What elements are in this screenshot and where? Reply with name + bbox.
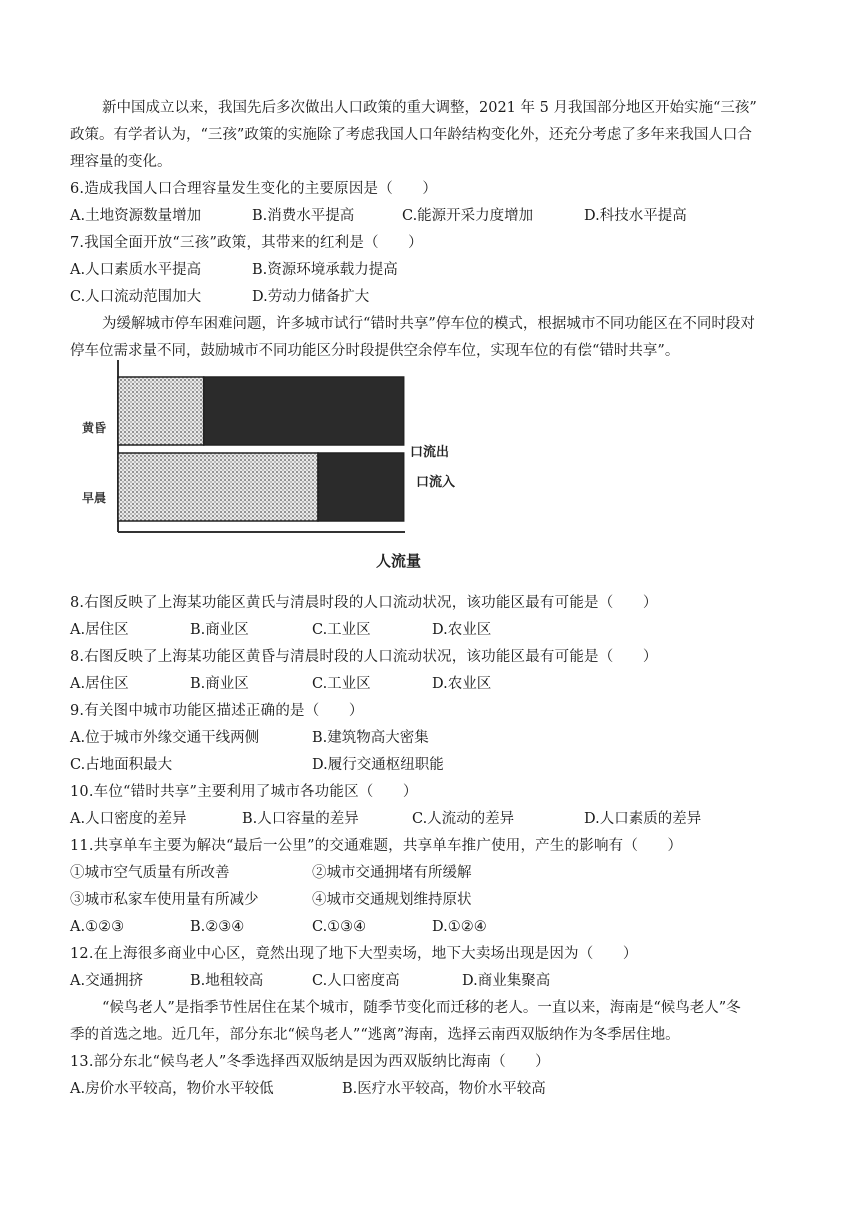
option-d[interactable]: D.劳动力储备扩大 [252, 289, 370, 305]
option-b[interactable]: B.②③④ [190, 919, 245, 935]
option-c[interactable]: C.能源开采力度增加 [402, 208, 534, 224]
legend-outflow: 口流出 [410, 445, 450, 460]
question-7: 7.我国全面开放“三孩”政策，其带来的红利是（ ） [70, 235, 423, 251]
passage-1-line-1: 新中国成立以来，我国先后多次做出人口政策的重大调整，2021 年 5 月我国部分地区开始实施“三孩” [102, 100, 757, 116]
option-a[interactable]: A.居住区 [70, 676, 129, 692]
bar-morning-inflow [318, 453, 404, 521]
passage-3-line-1: “候鸟老人”是指季节性居住在某个城市，随季节变化而迁移的老人。一直以来，海南是“候鸟老人”冬 [102, 1000, 741, 1016]
option-c[interactable]: C.工业区 [312, 676, 371, 692]
option-d[interactable]: D.履行交通枢纽职能 [312, 757, 444, 773]
option-b[interactable]: B.建筑物高大密集 [312, 730, 429, 746]
option-b[interactable]: B.医疗水平较高，物价水平较高 [342, 1081, 546, 1097]
statement-3: ③城市私家车使用量有所减少 [70, 892, 259, 908]
statement-4: ④城市交通规划维持原状 [312, 892, 472, 908]
passage-2-line-1: 为缓解城市停车困难问题，许多城市试行“错时共享”停车位的模式，根据城市不同功能区在不同时段对 [102, 316, 755, 332]
option-a[interactable]: A.人口密度的差异 [70, 811, 187, 827]
question-9: 9.有关图中城市功能区描述正确的是（ ） [70, 703, 364, 719]
option-a[interactable]: A.人口素质水平提高 [70, 262, 202, 278]
option-a[interactable]: A.居住区 [70, 622, 129, 638]
option-a[interactable]: A.①②③ [70, 919, 125, 935]
option-d[interactable]: D.商业集聚高 [462, 973, 551, 989]
bar-morning-outflow [118, 453, 318, 521]
option-a[interactable]: A.交通拥挤 [70, 973, 144, 989]
question-8-a: 8.右图反映了上海某功能区黄氏与清晨时段的人口流动状况，该功能区最有可能是（ ） [70, 595, 658, 611]
option-d[interactable]: D.农业区 [432, 622, 492, 638]
question-13: 13.部分东北“候鸟老人”冬季选择西双版纳是因为西双版纳比海南（ ） [70, 1054, 550, 1070]
option-a[interactable]: A.位于城市外缘交通干线两侧 [70, 730, 260, 746]
option-c[interactable]: C.人口流动范围加大 [70, 289, 202, 305]
option-d[interactable]: D.农业区 [432, 676, 492, 692]
category-label-morning: 早晨 [82, 491, 107, 505]
option-b[interactable]: B.地租较高 [190, 973, 264, 989]
option-b[interactable]: B.商业区 [190, 622, 249, 638]
passage-1-line-2: 政策。有学者认为，“三孩”政策的实施除了考虑我国人口年龄结构变化外，还充分考虑了多年来我国人口合 [70, 127, 752, 143]
bar-dusk-outflow [118, 377, 204, 445]
bar-dusk-inflow [204, 377, 404, 445]
option-d[interactable]: D.人口素质的差异 [584, 811, 702, 827]
option-c[interactable]: C.①③④ [312, 919, 367, 935]
option-a[interactable]: A.土地资源数量增加 [70, 208, 202, 224]
option-c[interactable]: C.人口密度高 [312, 973, 400, 989]
passage-3-line-2: 季的首选之地。近几年，部分东北“候鸟老人”“逃离”海南，选择云南西双版纳作为冬季居住地。 [70, 1027, 680, 1043]
chart-svg [80, 355, 500, 580]
legend-inflow: 口流入 [416, 475, 456, 490]
population-flow-chart [80, 355, 500, 580]
question-12: 12.在上海很多商业中心区，竟然出现了地下大型卖场，地下大卖场出现是因为（ ） [70, 946, 638, 962]
option-b[interactable]: B.资源环境承载力提高 [252, 262, 398, 278]
option-d[interactable]: D.科技水平提高 [584, 208, 687, 224]
category-label-dusk: 黄昏 [82, 421, 107, 435]
statement-2: ②城市交通拥堵有所缓解 [312, 865, 472, 881]
option-a[interactable]: A.房价水平较高，物价水平较低 [70, 1081, 274, 1097]
option-c[interactable]: C.工业区 [312, 622, 371, 638]
passage-2-line-2: 停车位需求量不同，鼓励城市不同功能区分时段提供空余停车位，实现车位的有偿“错时共享”。 [70, 343, 680, 359]
option-c[interactable]: C.占地面积最大 [70, 757, 173, 773]
x-axis-label: 人流量 [376, 552, 422, 570]
question-11: 11.共享单车主要为解决“最后一公里”的交通难题，共享单车推广使用，产生的影响有（ ） [70, 838, 683, 854]
question-6: 6.造成我国人口合理容量发生变化的主要原因是（ ） [70, 181, 438, 197]
option-b[interactable]: B.商业区 [190, 676, 249, 692]
statement-1: ①城市空气质量有所改善 [70, 865, 230, 881]
question-8-b: 8.右图反映了上海某功能区黄昏与清晨时段的人口流动状况，该功能区最有可能是（ ） [70, 649, 658, 665]
option-b[interactable]: B.人口容量的差异 [242, 811, 359, 827]
option-b[interactable]: B.消费水平提高 [252, 208, 355, 224]
passage-1-line-3: 理容量的变化。 [70, 154, 172, 170]
option-d[interactable]: D.①②④ [432, 919, 487, 935]
option-c[interactable]: C.人流动的差异 [412, 811, 515, 827]
question-10: 10.车位“错时共享”主要利用了城市各功能区（ ） [70, 784, 418, 800]
